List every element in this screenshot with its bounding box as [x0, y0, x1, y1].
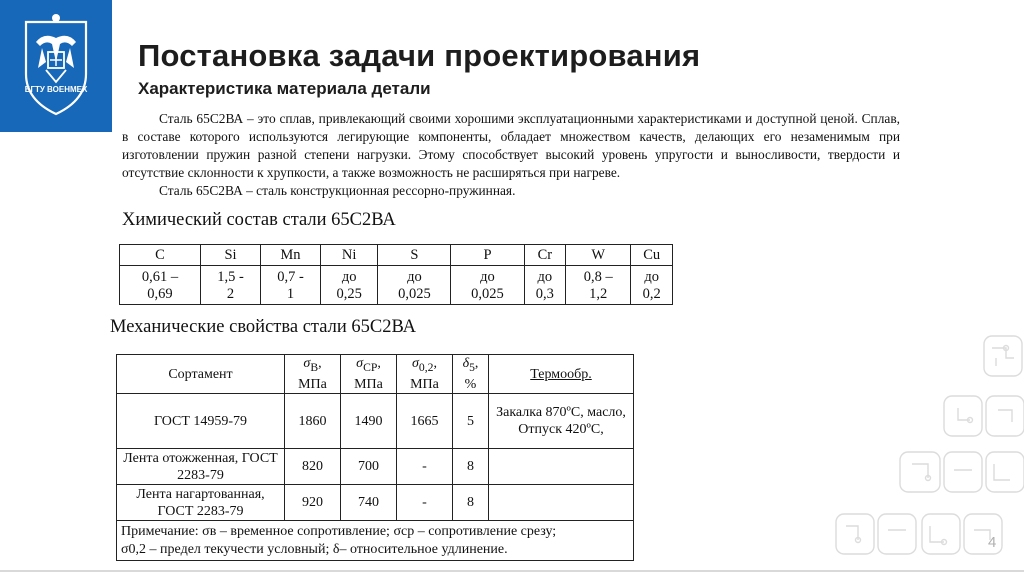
- page-title: Постановка задачи проектирования: [138, 38, 701, 73]
- treatment-label: Термообр.: [530, 366, 592, 382]
- page-subtitle: Характеристика материала детали: [138, 79, 431, 98]
- logo-text-line1: БГТУ ВОЕНМЕХ: [24, 85, 88, 94]
- row2-treatment: [489, 449, 634, 485]
- mech-table-heading: Механические свойства стали 65С2ВА: [110, 317, 416, 337]
- chem-header-cr: Cr: [524, 245, 566, 266]
- row2-sigma-cp: 700: [341, 449, 397, 485]
- row2-sortament: Лента отожженная, ГОСТ 2283-79: [117, 449, 285, 485]
- row1-sigma-cp: 1490: [341, 394, 397, 449]
- chem-composition-table: [119, 244, 673, 305]
- sigma-b-unit: МПа: [298, 376, 327, 392]
- row3-delta: 8: [453, 485, 489, 521]
- mech-note-line-2: σ0,2 – предел текучести условный; δ– относительное удлинение.: [121, 541, 508, 557]
- sigma-b-symbol: σ: [303, 356, 311, 372]
- chem-header-si: Si: [200, 245, 260, 266]
- sigma-cp-symbol: σ: [356, 356, 364, 372]
- mech-note-row: [117, 521, 634, 561]
- row3-treatment: [489, 485, 634, 521]
- description-paragraph-2: Сталь 65С2ВА – сталь конструкционная рессорно-пружинная.: [159, 183, 516, 198]
- mech-note: [117, 521, 634, 561]
- row2-sigma-02: -: [397, 449, 453, 485]
- chem-header-w: W: [566, 245, 631, 266]
- chem-value-cr: до 0,3: [524, 266, 566, 305]
- table-row: [117, 394, 634, 449]
- mech-header-sigma-b: $\sigma_В$, МПа: [285, 355, 341, 394]
- mech-header-treatment: [489, 355, 634, 394]
- chem-value-w: 0,8 – 1,2: [566, 266, 631, 305]
- row1-sigma-b: 1860: [285, 394, 341, 449]
- delta-symbol: δ: [462, 356, 470, 372]
- row2-delta: 8: [453, 449, 489, 485]
- chem-value-s: до 0,025: [378, 266, 451, 305]
- row3-sigma-02: -: [397, 485, 453, 521]
- mech-header-row: [117, 355, 634, 394]
- chem-header-mn: Mn: [260, 245, 320, 266]
- table-row: [117, 449, 634, 485]
- mech-header-sigma-02: $\sigma_{0,2}$, МПа: [397, 355, 453, 394]
- row1-delta: 5: [453, 394, 489, 449]
- chem-header-s: S: [378, 245, 451, 266]
- mech-header-sigma-cp: $\sigma_{СР}$, МПа: [341, 355, 397, 394]
- sigma-cp-subscript: СР: [363, 360, 378, 374]
- mech-header-sortament: Сортамент: [117, 355, 285, 394]
- row3-sigma-cp: 740: [341, 485, 397, 521]
- row3-sortament: Лента нагартованная, ГОСТ 2283-79: [117, 485, 285, 521]
- sigma-cp-unit: МПа: [354, 376, 383, 392]
- bottom-divider: [0, 570, 1024, 572]
- chem-header-cu: Cu: [631, 245, 673, 266]
- chem-table-heading: Химический состав стали 65С2ВА: [122, 210, 396, 230]
- row1-treatment: Закалка 870ºС, масло, Отпуск 420ºС,: [489, 394, 634, 449]
- row3-sigma-b: 920: [285, 485, 341, 521]
- chem-value-si: 1,5 - 2: [200, 266, 260, 305]
- mech-properties-table: [116, 354, 634, 561]
- table-row: [117, 485, 634, 521]
- description-paragraph-1: Сталь 65С2ВА – это сплав, привлекающий своими хорошими эксплуатационными характеристиками и доступной ценой. Сплав, в составе которого используются легирующие компоненты, обладает множеством качеств, делающих его незаменимым при изготовлении пружин разной степени нагрузки. Этому способствует высокий уровень упругости и выносливости, твердости и отсутствие склонности к хрупкости, а также возможность не расширяться при нагреве.: [122, 111, 900, 180]
- row1-sigma-02: 1665: [397, 394, 453, 449]
- sigma-02-unit: МПа: [410, 376, 439, 392]
- description-text: [122, 110, 900, 200]
- sigma-02-symbol: σ: [412, 356, 419, 372]
- chem-value-ni: до 0,25: [320, 266, 377, 305]
- mech-header-delta: $\delta_5$, %: [453, 355, 489, 394]
- page-number: 4: [988, 534, 997, 551]
- row1-sortament: ГОСТ 14959-79: [117, 394, 285, 449]
- chem-header-c: C: [120, 245, 201, 266]
- chem-value-cu: до 0,2: [631, 266, 673, 305]
- delta-unit: %: [464, 376, 477, 392]
- chem-header-p: P: [451, 245, 524, 266]
- logo-band: [0, 0, 112, 132]
- chem-values-row: [120, 266, 673, 305]
- chem-header-row: [120, 245, 673, 266]
- chem-value-mn: 0,7 - 1: [260, 266, 320, 305]
- mech-note-line-1: Примечание: σв – временное сопротивление; σср – сопротивление срезу;: [121, 523, 557, 539]
- chem-header-ni: Ni: [320, 245, 377, 266]
- chem-value-p: до 0,025: [451, 266, 524, 305]
- university-logo-icon: [22, 12, 90, 120]
- sigma-b-subscript: В: [310, 360, 319, 374]
- row2-sigma-b: 820: [285, 449, 341, 485]
- delta-subscript: 5: [469, 360, 475, 374]
- chem-value-c: 0,61 – 0,69: [120, 266, 201, 305]
- sigma-02-subscript: 0,2: [418, 360, 434, 374]
